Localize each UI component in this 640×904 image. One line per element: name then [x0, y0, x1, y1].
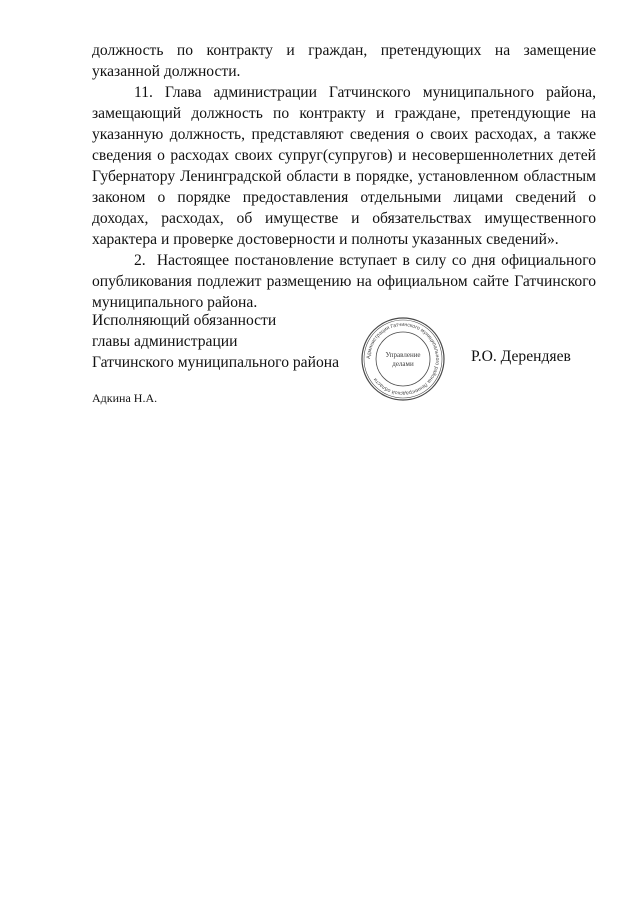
- signatory-name: Р.О. Дерендяев: [471, 348, 571, 365]
- executor-name: Адкина Н.А.: [92, 391, 158, 405]
- signatory-position: [92, 310, 339, 373]
- position-line: Гатчинского муниципального района: [92, 354, 340, 371]
- svg-text:Администрация Гатчинского муни: [366, 322, 440, 396]
- official-stamp-seal: [360, 316, 446, 402]
- paragraph-item-2: 2. Настоящее постановление вступает в силу со дня официального опубликования подлежит размещению на официальном сайте Гатчинского муниципального района.: [92, 252, 596, 311]
- paragraph-continuation: должность по контракту и граждан, претендующих на замещение указанной должности.: [92, 42, 596, 80]
- stamp-center-line: делами: [392, 360, 414, 368]
- stamp-ring-text: Администрация Гатчинского муниципального района Ленинградской области: [365, 321, 441, 397]
- document-body: [92, 40, 596, 313]
- stamp-center-line: Управление: [385, 351, 421, 359]
- position-line: главы администрации: [92, 333, 238, 350]
- paragraph-item-11: 11. Глава администрации Гатчинского муниципального района, замещающий должность по контракту и граждане, претендующие на указанную должность, представляют сведения о своих расходах, а также сведения о расходах своих супруг(супругов) и несовершеннолетних детей Губернатору Ленинградской области в порядке, установленном областным законом о порядке предоставления отдельными лицами сведений о доходах, расходах, об имуществе и обязательствах имущественного характера и проверке достоверности и полноты указанных сведений».: [92, 84, 596, 248]
- position-line: Исполняющий обязанности: [92, 312, 277, 329]
